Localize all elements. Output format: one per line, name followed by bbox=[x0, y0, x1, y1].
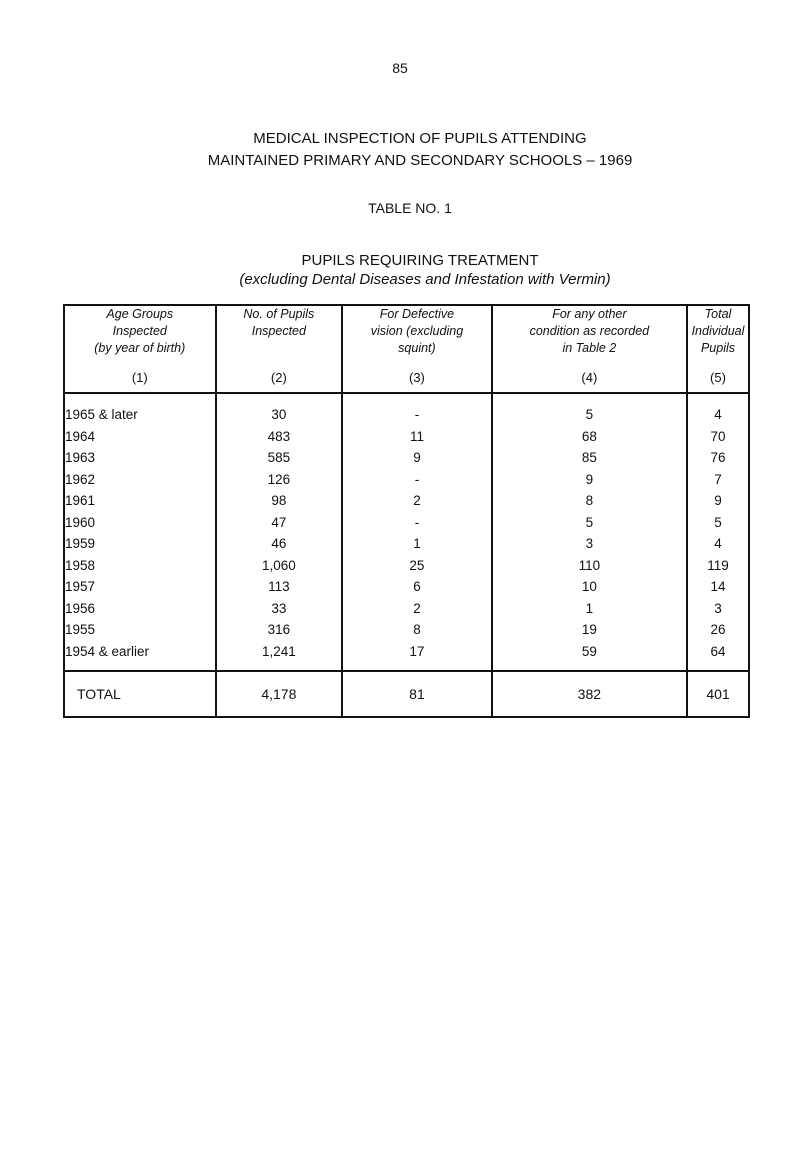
header-line: vision (excluding bbox=[370, 324, 464, 338]
page-title bbox=[0, 128, 800, 172]
table-row bbox=[64, 598, 749, 620]
header-line: squint) bbox=[398, 341, 436, 355]
total-pupils-cell: 119 bbox=[687, 555, 749, 577]
header-line: (by year of birth) bbox=[94, 341, 186, 355]
column-header-age-groups bbox=[64, 305, 216, 393]
other-condition-cell: 8 bbox=[492, 490, 687, 512]
table-row bbox=[64, 393, 749, 426]
header-line: Inspected bbox=[251, 324, 306, 338]
defective-vision-cell: 1 bbox=[342, 533, 492, 555]
other-condition-cell: 85 bbox=[492, 447, 687, 469]
total-pupils-cell: 14 bbox=[687, 576, 749, 598]
total-defective-vision: 81 bbox=[342, 671, 492, 717]
column-number: (2) bbox=[270, 370, 287, 385]
header-line: Individual bbox=[691, 324, 745, 338]
treatment-table bbox=[63, 304, 750, 718]
column-header-pupils-inspected bbox=[216, 305, 343, 393]
defective-vision-cell: 2 bbox=[342, 490, 492, 512]
defective-vision-cell: 25 bbox=[342, 555, 492, 577]
other-condition-cell: 1 bbox=[492, 598, 687, 620]
header-line: Pupils bbox=[700, 341, 736, 355]
age-group-cell: 1965 & later bbox=[64, 393, 216, 426]
age-group-cell: 1954 & earlier bbox=[64, 641, 216, 672]
column-number: (3) bbox=[409, 370, 425, 385]
defective-vision-cell: - bbox=[342, 469, 492, 491]
table-row bbox=[64, 576, 749, 598]
other-condition-cell: 5 bbox=[492, 393, 687, 426]
total-label: TOTAL bbox=[64, 671, 216, 717]
pupils-inspected-cell: 46 bbox=[216, 533, 343, 555]
other-condition-cell: 59 bbox=[492, 641, 687, 672]
table-row bbox=[64, 469, 749, 491]
other-condition-cell: 68 bbox=[492, 426, 687, 448]
pupils-inspected-cell: 113 bbox=[216, 576, 343, 598]
total-row bbox=[64, 671, 749, 717]
total-pupils-cell: 70 bbox=[687, 426, 749, 448]
age-group-cell: 1961 bbox=[64, 490, 216, 512]
table-row bbox=[64, 490, 749, 512]
age-group-cell: 1958 bbox=[64, 555, 216, 577]
table-number: TABLE NO. 1 bbox=[368, 200, 452, 216]
pupils-inspected-cell: 585 bbox=[216, 447, 343, 469]
table-row bbox=[64, 619, 749, 641]
defective-vision-cell: 17 bbox=[342, 641, 492, 672]
age-group-cell: 1959 bbox=[64, 533, 216, 555]
total-pupils-cell: 9 bbox=[687, 490, 749, 512]
pupils-inspected-cell: 483 bbox=[216, 426, 343, 448]
defective-vision-cell: 6 bbox=[342, 576, 492, 598]
total-pupils-cell: 64 bbox=[687, 641, 749, 672]
defective-vision-cell: - bbox=[342, 393, 492, 426]
header-line: Inspected bbox=[112, 324, 167, 338]
header-row bbox=[64, 305, 749, 393]
header-line: Total bbox=[704, 307, 732, 321]
table-row bbox=[64, 512, 749, 534]
age-group-cell: 1960 bbox=[64, 512, 216, 534]
total-pupils-cell: 26 bbox=[687, 619, 749, 641]
total-individual-pupils: 401 bbox=[687, 671, 749, 717]
column-number: (1) bbox=[131, 370, 148, 385]
pupils-inspected-cell: 1,241 bbox=[216, 641, 343, 672]
column-header-other-condition bbox=[492, 305, 687, 393]
other-condition-cell: 9 bbox=[492, 469, 687, 491]
defective-vision-cell: 8 bbox=[342, 619, 492, 641]
age-group-cell: 1957 bbox=[64, 576, 216, 598]
header-line: Age Groups bbox=[106, 307, 174, 321]
total-pupils-inspected: 4,178 bbox=[216, 671, 343, 717]
total-pupils-cell: 5 bbox=[687, 512, 749, 534]
header-line: in Table 2 bbox=[562, 341, 617, 355]
defective-vision-cell: 2 bbox=[342, 598, 492, 620]
pupils-inspected-cell: 47 bbox=[216, 512, 343, 534]
header-line: For Defective bbox=[379, 307, 455, 321]
total-other-condition: 382 bbox=[492, 671, 687, 717]
age-group-cell: 1955 bbox=[64, 619, 216, 641]
title-line-1: MEDICAL INSPECTION OF PUPILS ATTENDING bbox=[253, 130, 587, 147]
table-subheading: (excluding Dental Diseases and Infestation with Vermin) bbox=[239, 271, 611, 288]
table-heading: PUPILS REQUIRING TREATMENT bbox=[301, 252, 539, 269]
table-row bbox=[64, 426, 749, 448]
other-condition-cell: 10 bbox=[492, 576, 687, 598]
other-condition-cell: 110 bbox=[492, 555, 687, 577]
other-condition-cell: 5 bbox=[492, 512, 687, 534]
other-condition-cell: 3 bbox=[492, 533, 687, 555]
pupils-inspected-cell: 316 bbox=[216, 619, 343, 641]
table-row bbox=[64, 533, 749, 555]
pupils-inspected-cell: 98 bbox=[216, 490, 343, 512]
defective-vision-cell: 9 bbox=[342, 447, 492, 469]
pupils-inspected-cell: 1,060 bbox=[216, 555, 343, 577]
header-line: No. of Pupils bbox=[243, 307, 315, 321]
total-pupils-cell: 4 bbox=[687, 393, 749, 426]
total-pupils-cell: 7 bbox=[687, 469, 749, 491]
other-condition-cell: 19 bbox=[492, 619, 687, 641]
table-row bbox=[64, 447, 749, 469]
header-line: condition as recorded bbox=[529, 324, 650, 338]
total-pupils-cell: 76 bbox=[687, 447, 749, 469]
column-header-defective-vision bbox=[342, 305, 492, 393]
defective-vision-cell: - bbox=[342, 512, 492, 534]
header-line bbox=[277, 341, 280, 355]
column-number: (5) bbox=[710, 370, 726, 385]
age-group-cell: 1964 bbox=[64, 426, 216, 448]
title-line-2: MAINTAINED PRIMARY AND SECONDARY SCHOOLS – 1969 bbox=[207, 152, 633, 169]
page-number: 85 bbox=[392, 60, 408, 76]
defective-vision-cell: 11 bbox=[342, 426, 492, 448]
total-pupils-cell: 4 bbox=[687, 533, 749, 555]
age-group-cell: 1963 bbox=[64, 447, 216, 469]
column-header-total-pupils bbox=[687, 305, 749, 393]
age-group-cell: 1956 bbox=[64, 598, 216, 620]
total-pupils-cell: 3 bbox=[687, 598, 749, 620]
column-number: (4) bbox=[581, 370, 598, 385]
pupils-inspected-cell: 126 bbox=[216, 469, 343, 491]
table-row bbox=[64, 641, 749, 672]
header-line: For any other bbox=[552, 307, 627, 321]
table-row bbox=[64, 555, 749, 577]
pupils-inspected-cell: 30 bbox=[216, 393, 343, 426]
age-group-cell: 1962 bbox=[64, 469, 216, 491]
pupils-inspected-cell: 33 bbox=[216, 598, 343, 620]
